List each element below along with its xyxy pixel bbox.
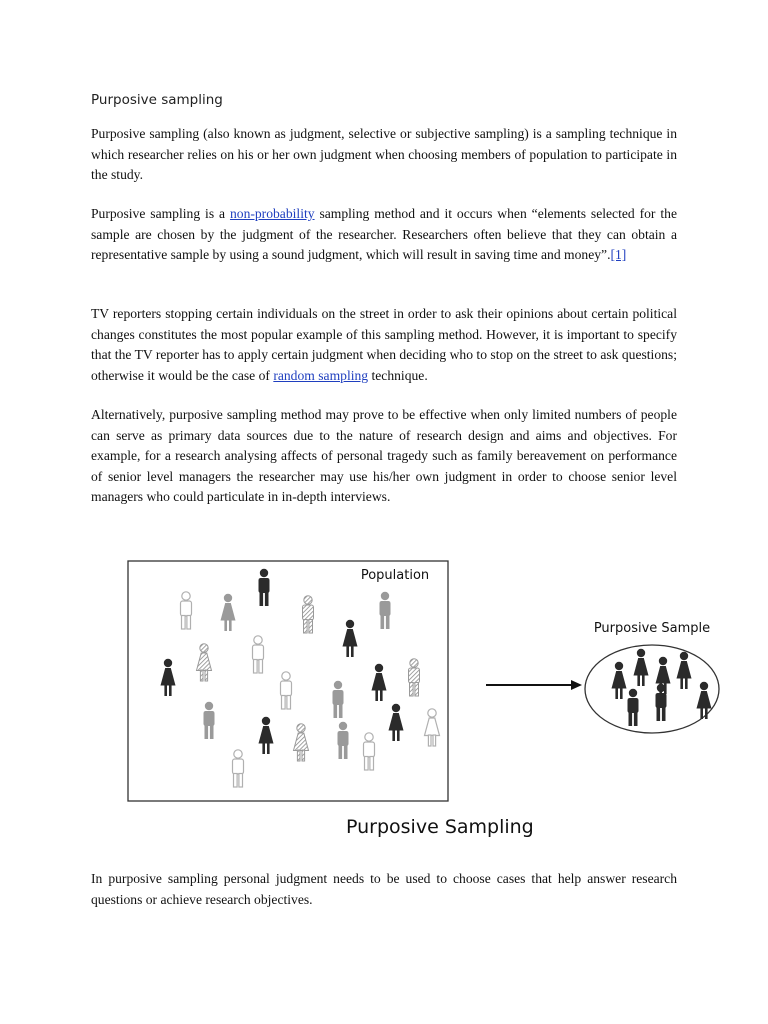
paragraph-tv-reporters <box>91 304 677 386</box>
purposive-sample-label: Purposive Sample <box>593 621 711 636</box>
paragraph-alternatively: Alternatively, purposive sampling method may prove to be effective when only limited numbers of people can serve as primary data sources due to the nature of research design and aims and objectives. For example, for a research analysing affects of personal tragedy such as family bereavement on performance of senior level managers the researcher may use his/her own judgment in order to choose senior level managers who could particulate in in-depth interviews. <box>91 407 677 505</box>
figure-caption: Purposive Sampling <box>346 816 534 838</box>
paragraph-text: sampling method and it occurs when “elements selected for the sample are chosen by the judgment of the researcher. Researchers often believe that they can obtain a representative sample by using a sound judgment, which will result in saving time and money”. <box>91 206 677 263</box>
paragraph-text: TV reporters stopping certain individuals on the street in order to ask their opinions about certain political changes constitutes the most popular example of this sampling method. However, it is important to specify that the TV reporter has to apply certain judgment when deciding who to stop on the street to ask questions; otherwise it would be the case of <box>91 306 677 383</box>
purposive-sampling-figure <box>96 548 736 848</box>
arrow-head-icon <box>571 680 582 690</box>
population-label: Population <box>360 568 430 583</box>
paragraph-text: technique. <box>368 367 428 383</box>
paragraph-non-probability <box>91 204 677 266</box>
sample-ellipse <box>585 645 719 733</box>
non-probability-link[interactable]: non-probability <box>229 206 315 221</box>
random-sampling-link[interactable]: random sampling <box>273 367 369 383</box>
reference-link[interactable]: [1] <box>610 247 627 263</box>
figure-diagram <box>96 548 736 848</box>
document-heading: Purposive sampling <box>91 92 223 108</box>
paragraph-text: Purposive sampling is a <box>91 206 230 221</box>
paragraph-conclusion: In purposive sampling personal judgment needs to be used to choose cases that help answer research questions or achieve research objectives. <box>91 871 677 907</box>
paragraph-definition: Purposive sampling (also known as judgment, selective or subjective sampling) is a sampling technique in which researcher relies on his or her own judgment when choosing members of population to participate in the study. <box>91 126 677 183</box>
